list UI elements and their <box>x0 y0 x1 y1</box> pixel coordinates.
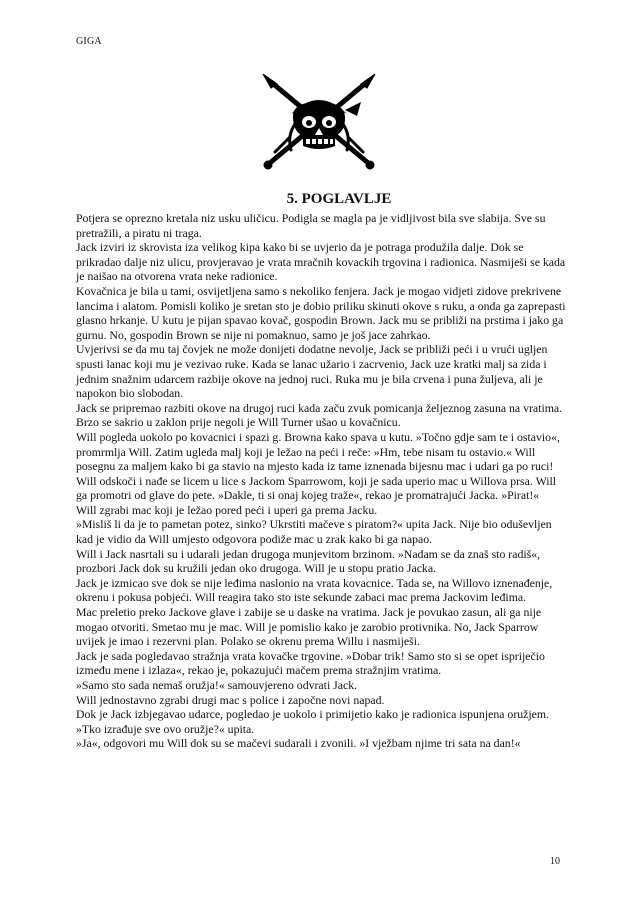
paragraph: Jack je izmicao sve dok se nije leđima naslonio na vrata kovacnice. Tada se, na Willovo iznenađenje, okrenu i pokusa pobjeći. Will reagira tako sto iste sekunde zabaci mac prema Jackovim leđima. <box>76 575 553 605</box>
paragraph: Dok je Jack izbjegavao udarce, pogledao je uokolo i primijetio kako je radionica ispunjena oružjem. »Tko izrađuje sve ovo oružje?« upita. <box>76 707 550 736</box>
paragraph: Will i Jack nasrtali su i udarali jedan drugoga munjevitom brzinom. »Nadam se da znaš sto radiš«, prozbori Jack dok su kružili jedan oko drugoga. Will je u stopu pratio Jacka. <box>76 546 541 576</box>
skull-crossed-swords-icon <box>257 72 381 176</box>
paragraph: Mac preletio preko Jackove glave i zabije se u daske na vratima. Jack je povukao zasun, ali ga nije mogao otvoriti. Smetao mu je mac. Will je pomislio kako je zarobio protivnika. No, Jack Sparrow uvijek je imao i rezervni plan. Polako se okrenu prema Willu i nasmiješi. <box>76 605 542 649</box>
paragraph: Will pogleda uokolo po kovacnici i spazi g. Browna kako spava u kutu. »Točno gdje sam te i ostavio«, promrmlja Will. Zatim ugleda malj koji je ležao na peći i reče: »Hm, tebe nisam tu ostavio.« Will posegnu za maljem kako bi ga stavio na mjesto kada iz tame iznenada bijesnu mac i udari ga po ruci! <box>76 429 560 474</box>
page-number: 10 <box>550 856 560 867</box>
page-header: GIGA <box>76 36 102 47</box>
paragraph: Potjera se oprezno kretala niz usku uličicu. Podigla se magla pa je vidljivost bila sve slabija. Sve su pretražili, a piratu ni traga. <box>76 211 546 240</box>
paragraph: »Ja«, odgovori mu Will dok su se mačevi sudarali i zvonili. »I vježbam njime tri sata na dan!« <box>76 736 521 751</box>
chapter-title: 5. POGLAVLJE <box>286 191 392 207</box>
paragraph: Jack je sada pogledavao stražnja vrata kovačke trgovine. »Dobar trik! Samo sto si se opet ispriječio između mene i izlaza«, rekao je, pokazujući mačem prema stražnjim vratima. <box>76 648 545 678</box>
paragraph: Jack se pripremao razbiti okove na drugoj ruci kada začu zvuk pomicanja željeznog zasuna na vratima. Brzo se sakrio u zaklon prije negoli je Will Turner ušao u kovačnicu. <box>76 400 563 430</box>
chapter-body <box>76 211 570 751</box>
paragraph: Jack izviri iz skrovista iza velikog kipa kako bi se uvjerio da je potraga produžila dalje. Dok se prikradao dalje niz ulicu, provjeravao je vrata mračnih kovackih trgovina i radionica. Nasmiješi se kada je naišao na otvorena vrata neke radionice. <box>76 240 566 284</box>
paragraph: »Samo sto sada nemaš oružja!« samouvjereno odvrati Jack. <box>76 678 358 692</box>
paragraph: Will zgrabi mac koji je ležao pored peći i uperi ga prema Jacku. <box>76 502 378 517</box>
paragraph: »Misliš li da je to pametan potez, sinko? Ukrstiti mačeve s piratom?« upita Jack. Nije bio oduševljen kad je vidio da Will umjesto odgovora podiže mac u zrak kako bi ga napao. <box>76 517 552 547</box>
paragraph: Will odskoči i nađe se licem u lice s Jackom Sparrowom, koji je sada uperio mac u Willova prsa. Will ga promotri od glave do pete. »Dakle, ti si onaj kojeg traže«, rekao je promatrajući Jacka. »Pirat!« <box>76 473 557 503</box>
paragraph: Will jednostavno zgrabi drugi mac s police i započne novi napad. <box>76 692 385 707</box>
paragraph: Kovačnica je bila u tami, osvijetljena samo s nekoliko fenjera. Jack je mogao vidjeti zidove prekrivene lancima i alatom. Pomisli koliko je sretan sto je dobio priliku skinuti okove s ruku, a onda ga zaprepasti glasno hrkanje. U kutu je pijan spavao kovač, gospodin Brown. Jack mu se približi na prstima i jako ga gurnu. No, gospodin Brown se nije ni pomaknuo, samo je još jace zahrkao. <box>76 283 566 342</box>
paragraph: Uvjerivsi se da mu taj čovjek ne može donijeti dodatne nevolje, Jack se približi peći i u vrući ugljen spusti lanac koji mu je vezivao ruke. Kada se lanac užario i zacrvenio, Jack uze kratki malj sa zida i jednim snažnim udarcem razbije okove na jednoj ruci. Ruka mu je bila crvena i puna žuljeva, ali je napokon bio slobodan. <box>76 342 548 401</box>
